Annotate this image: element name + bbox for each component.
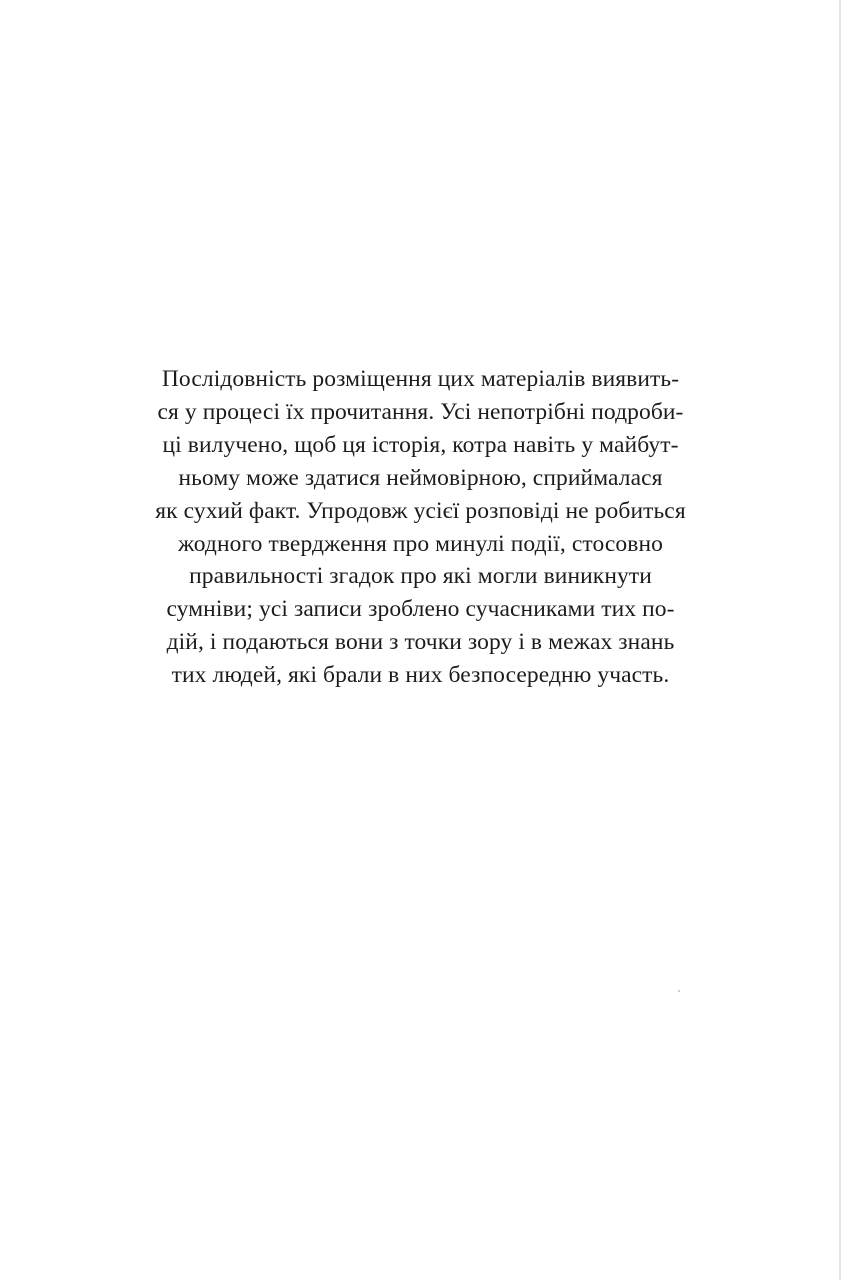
epigraph-line: правильності згадок про які могли виникнути: [189, 563, 652, 590]
epigraph-line: як сухий факт. Упродовж усієї розповіді не робиться: [155, 497, 686, 524]
epigraph-line: сумніви; усі записи зроблено сучасниками тих по-: [166, 596, 675, 623]
paper-speck: [678, 990, 680, 992]
epigraph-line: ці вилучено, щоб ця історія, котра навіть у майбут-: [162, 431, 679, 458]
epigraph-line: Послідовність розміщення цих матеріалів виявить-: [161, 366, 680, 392]
epigraph-line: жодного твердження про минулі події, стосовно: [178, 530, 663, 557]
epigraph-paragraph: [100, 363, 741, 692]
epigraph-line: ся у процесі їх прочитання. Усі непотрібні подроби-: [157, 398, 684, 425]
epigraph-line: дій, і подаються вони з точки зору і в межах знань: [166, 629, 675, 656]
epigraph-line: тих людей, які брали в них безпосередню участь.: [171, 662, 670, 689]
epigraph-line: ньому може здатися неймовірною, сприймалася: [178, 464, 663, 491]
